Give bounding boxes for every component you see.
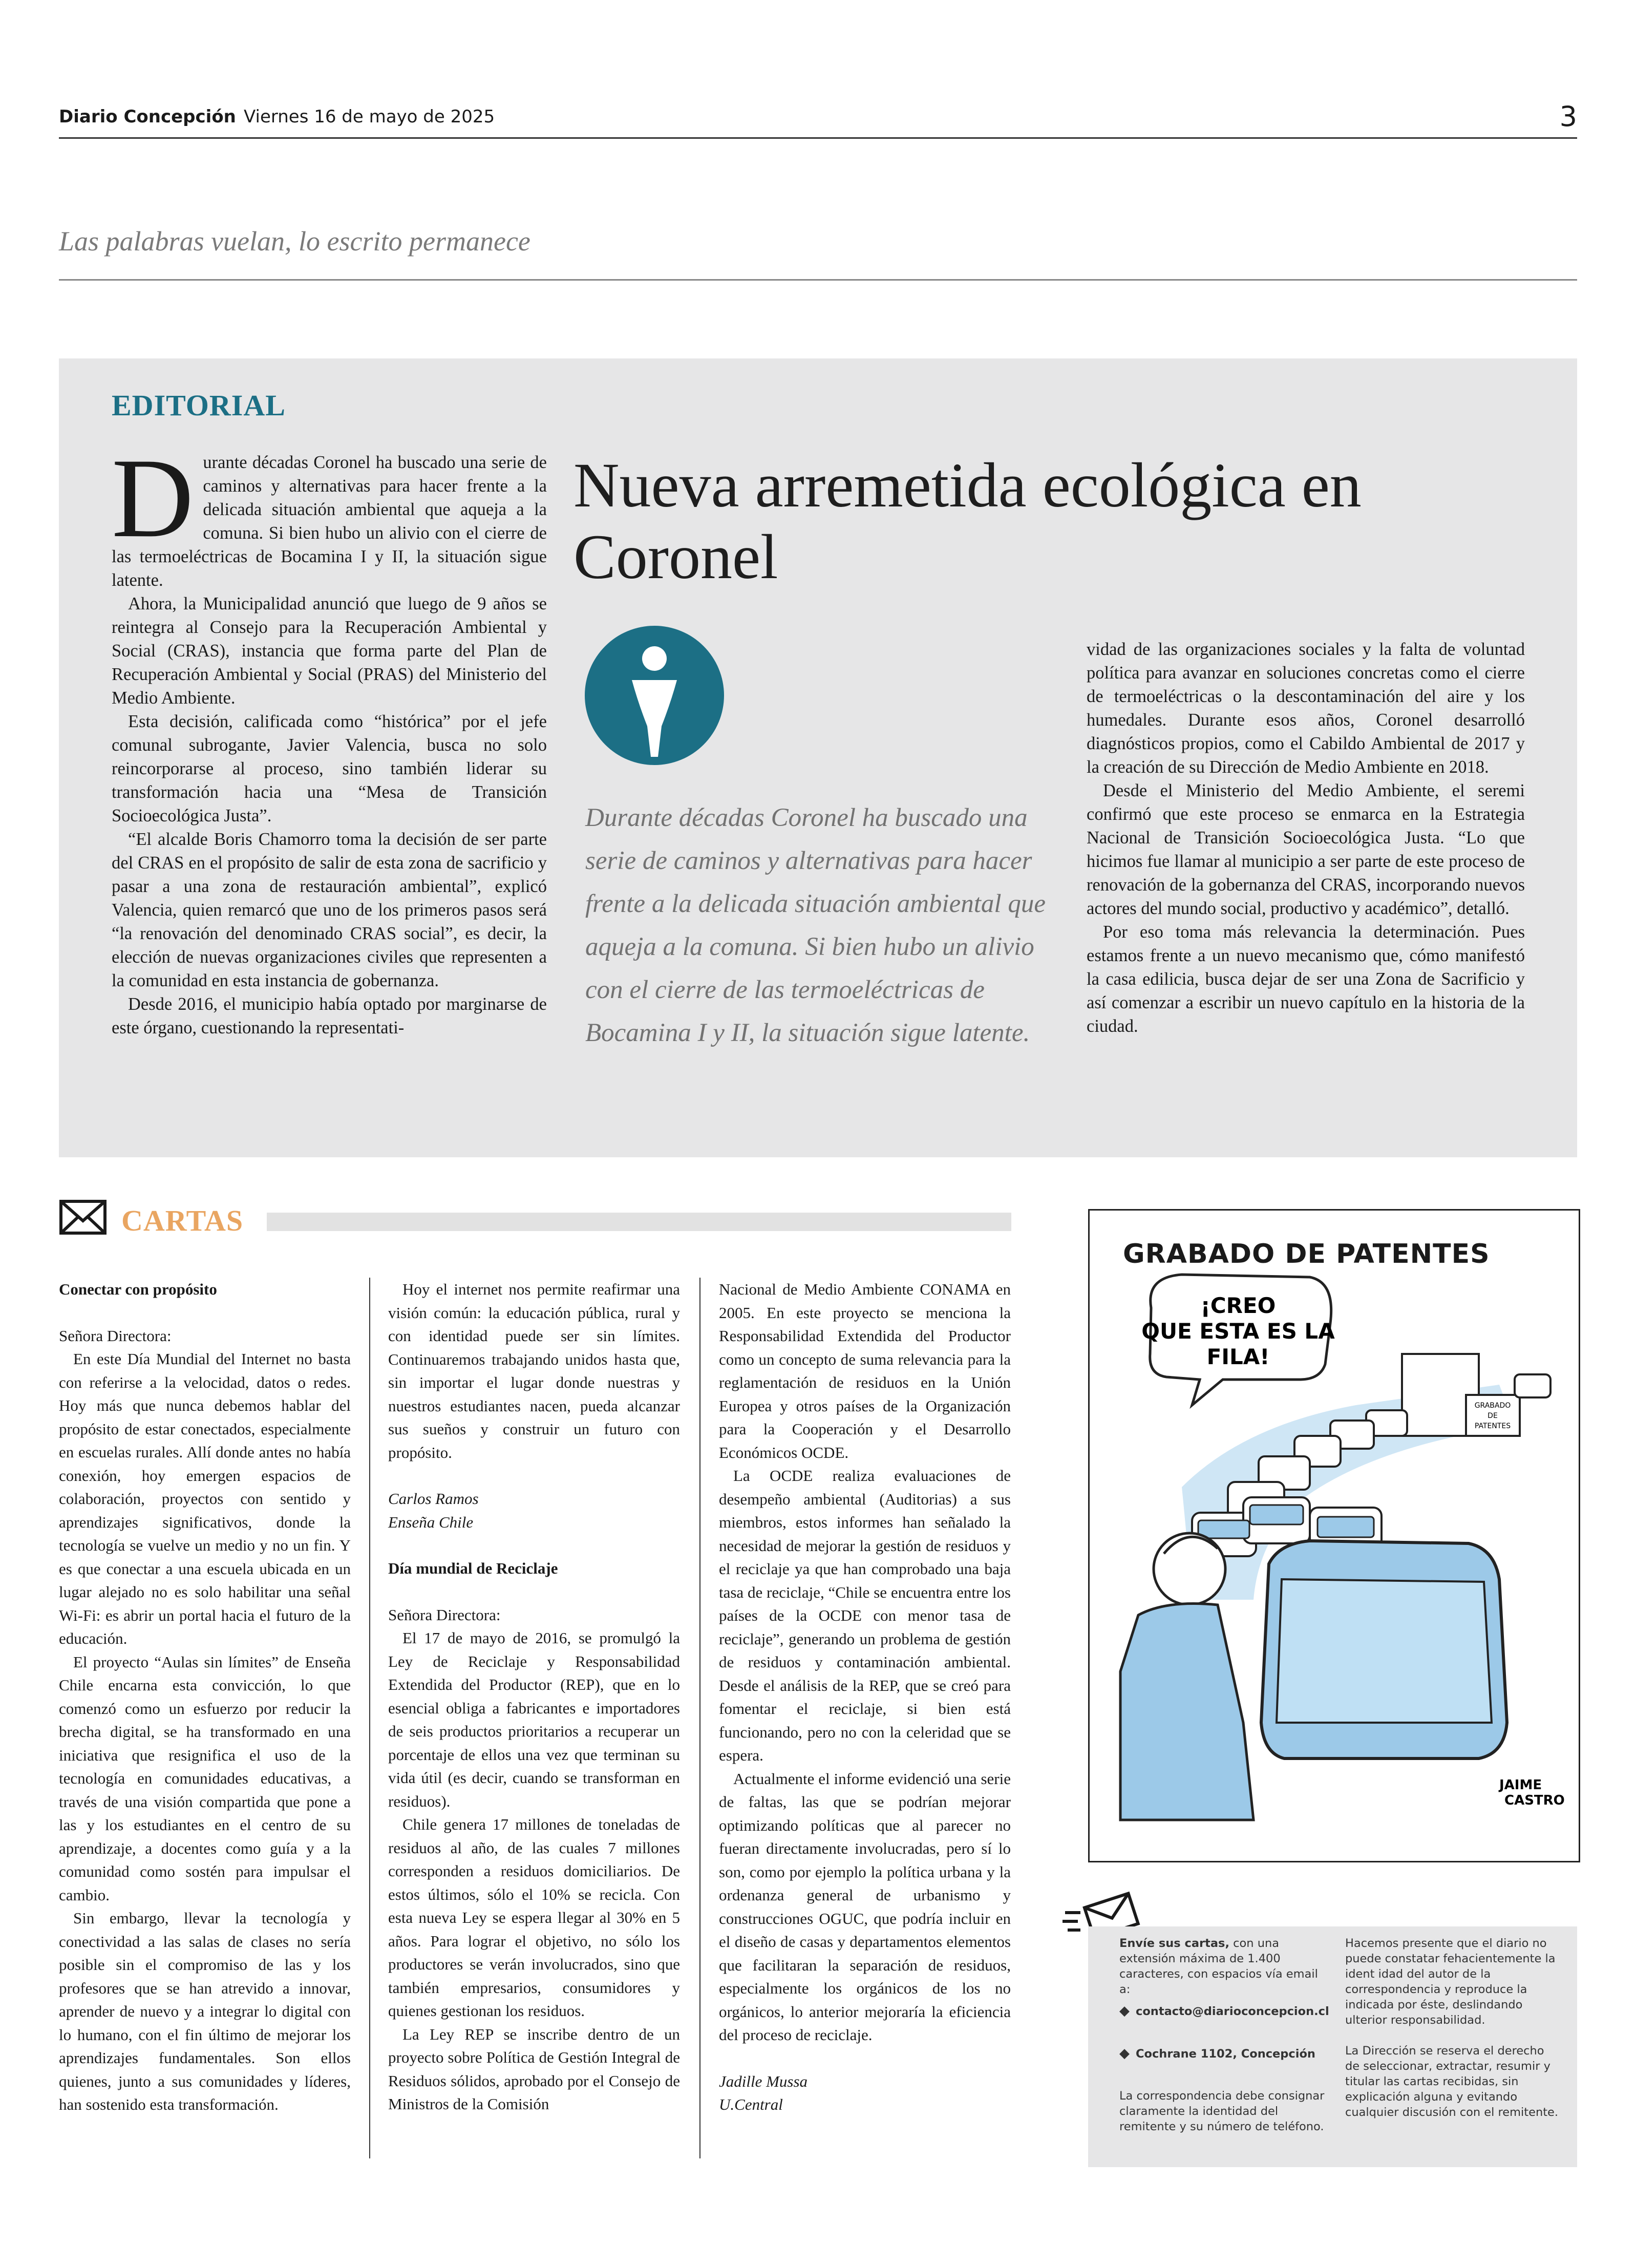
diamond-bullet-icon: ◆ [1119, 2003, 1130, 2019]
cartoon-signature: CASTRO [1504, 1793, 1565, 1808]
cartas-header-bar [267, 1213, 1011, 1231]
publication-name: Diario Concepción [59, 107, 236, 127]
diamond-bullet-icon: ◆ [1119, 2046, 1130, 2061]
info-address: Cochrane 1102, Concepción [1136, 2047, 1315, 2061]
letters-column-1 [59, 1278, 351, 2116]
letter-paragraph: La OCDE realiza evaluaciones de desempeño ambiental (Auditorias) a sus miembros, estos informes han señalado la necesidad de mejorar la gestión de residuos y el reciclaje ya que han comprobado una baja tasa de reciclaje, “Chile se encuentra entre los países de la OCDE con menor tasa de reciclaje”, generando un problema de gestión de residuos y contaminación ambiental. Desde el análisis de la REP, que se creó para fomentar el reciclaje, si bien está funcionando, pero no con la celeridad que se espera. [719, 1467, 1011, 1764]
publication-date: Viernes 16 de mayo de 2025 [243, 107, 495, 127]
letter-salutation: Señora Directora: [59, 1326, 172, 1345]
info-note-left: La correspondencia debe consignar claramente la identidad del remitente y su número de teléfono. [1119, 2089, 1325, 2133]
info-email-row [1119, 2003, 1334, 2019]
letter-title: Día mundial de Reciclaje [388, 1559, 558, 1577]
editorial-paragraph: Desde 2016, el municipio había optado por marginarse de este órgano, cuestionando la representati- [112, 994, 547, 1037]
column-divider [699, 1278, 700, 2158]
editorial-label: EDITORIAL [112, 389, 286, 422]
editorial-paragraph: Por eso toma más relevancia la determinación. Pues estamos frente a un nuevo mecanismo que, cómo manifestó la casa edilicia, busca dejar de ser una Zona de Sacrificio y así comenzar a escribir un nuevo capítulo en la historia de la ciudad. [1087, 922, 1525, 1036]
editorial-paragraph: “El alcalde Boris Chamorro toma la decisión de ser parte del CRAS en el propósito de salir de esta zona de sacrificio y pasar a una zona de restauración ambiental”, explicó Valencia, quien remarcó que uno de los primeros pasos será “la renovación del denominado CRAS social”, es decir, la elección de nuevas organizaciones civiles que representen a la comunidad en esta instancia de gobernanza. [112, 830, 547, 990]
page-header [59, 100, 1577, 139]
info-icon [585, 626, 724, 765]
editorial-paragraph: Desde el Ministerio del Medio Ambiente, el seremi confirmó que este proceso se enmarca en la Estrategia Nacional de Transición Socioecológica Justa. “Lo que hicimos fue llamar al municipio a ser parte de este proceso de renovación de la gobernanza del CRAS, incorporando nuevos actores del mundo social, productivo y académico”, detalló. [1087, 781, 1525, 918]
editorial-paragraph: vidad de las organizaciones sociales y la falta de voluntad política para avanzar en soluciones concretas como el cierre de termoeléctricas o la descontaminación del aire y los humedales. Durante esos años, Coronel desarrolló diagnósticos propios, como el Cabildo Ambiental de 2017 y la creación de su Dirección de Medio Ambiente en 2018. [1087, 640, 1525, 777]
letter-author: Carlos Ramos [388, 1490, 479, 1508]
letter-paragraph: Sin embargo, llevar la tecnología y conectividad a las salas de clases no sería posible sin el compromiso de las y los profesores que se han atrevido a innovar, aprender de nuevo y a integrar lo digital con lo humano, con el fin último de mejorar los aprendizajes fundamentales. Son ellos quienes, junto a sus comunidades y líderes, han sostenido esta transformación. [59, 1909, 351, 2113]
bubble-line: FILA! [1206, 1344, 1270, 1369]
info-lead-rest: con una extensión máxima de 1.400 caracteres, con espacios vía email a: [1119, 1937, 1318, 1996]
editorial-pullquote: Durante décadas Coronel ha buscado una serie de caminos y alternativas para hacer frente a la delicada situación ambiental que aqueja a la comuna. Si bien hubo un alivio con el cierre de las termoeléctricas de Bocamina I y II, la situación sigue latente. [585, 803, 1046, 1047]
cartas-label: CARTAS [121, 1204, 244, 1237]
info-note-right-1: Hacemos presente que el diario no puede constatar fehacientemente la ident idad del autor de la correspondencia y reproduce la indicada por éste, deslindando ulterior responsabilidad. [1345, 1937, 1556, 2027]
info-lead-bold: Envíe sus cartas, [1119, 1937, 1229, 1950]
bubble-line: ¡CREO [1200, 1293, 1276, 1318]
letters-column-2 [388, 1278, 680, 2116]
sign-line: PATENTES [1474, 1422, 1511, 1430]
editorial-headline: Nueva arremetida ecológica en Coronel [573, 450, 1362, 592]
cartoon-title: GRABADO DE PATENTES [1123, 1239, 1490, 1269]
section-motto: Las palabras vuelan, lo escrito permanece [59, 225, 1577, 281]
letter-author: Jadille Mussa [719, 2072, 808, 2090]
bubble-line: QUE ESTA ES LA [1141, 1319, 1335, 1344]
editorial-column-3 [1087, 638, 1525, 1038]
letters-column-3 [719, 1278, 1011, 2116]
page-number: 3 [1559, 100, 1577, 133]
letter-paragraph: Hoy el internet nos permite reafirmar una visión común: la educación pública, rural y con identidad puede ser sin límites. Continuaremos trabajando unidos hasta que, sin importar el lugar donde nuestras y nuestros estudiantes nacen, pueda alcanzar sus sueños y construir un futuro con propósito. [388, 1280, 680, 1461]
cartoon-illustration [1090, 1211, 1579, 1861]
editorial-column-1 [112, 435, 547, 1040]
envelope-icon [59, 1198, 108, 1237]
cartas-header [59, 1198, 1011, 1237]
letter-paragraph: Chile genera 17 millones de toneladas de residuos al año, de las cuales 7 millones corresponden a residuos domiciliarios. De estos últimos, sólo el 10% se recicla. Con esta nueva Ley se espera llegar al 30% en 5 años. Para lograr el objetivo, no sólo los productores se verán involucrados, sino que también empresarios, consumidores y quienes gestionan los residuos. [388, 1815, 680, 2020]
letter-paragraph: Nacional de Medio Ambiente CONAMA en 2005. En este proyecto se menciona la Responsabilidad Extendida del Productor como un concepto de suma relevancia para la reglamentación de residuos en la Unión Europea y otros países de la Organización para la Cooperación y el Desarrollo Económicos OCDE. [719, 1280, 1011, 1461]
letter-salutation: Señora Directora: [388, 1605, 501, 1624]
letter-paragraph: Actualmente el informe evidenció una serie de faltas, las que se podrían mejorar optimizando políticas que al parecer no fueran directamente involucradas, pero sí lo son, como por ejemplo la política urbana y la ordenanza general de urbanismo y construcciones OGUC, que podría incluir en el diseño de casas y departamentos elementos que facilitaran la separación de residuos, especialmente los orgánicos de los no orgánicos, lo anterior mejoraría la eficiencia del proceso de reciclaje. [719, 1769, 1011, 2044]
sign-line: DE [1488, 1412, 1498, 1420]
letter-paragraph: El proyecto “Aulas sin límites” de Enseña Chile encarna esta convicción, lo que comenzó como un esfuerzo por reducir la brecha digital, se ha transformado en una iniciativa que resignifica el uso de la tecnología en comunidades educativas, a través de una visión compartida que pone a las y los estudiantes en el centro de su aprendizaje, a docentes como guía y a la comunidad como sostén para impulsar el cambio. [59, 1652, 351, 1904]
cartoon-panel [1088, 1209, 1580, 1862]
letter-affiliation: U.Central [719, 2095, 783, 2113]
letter-paragraph: La Ley REP se inscribe dentro de un proyecto sobre Política de Gestión Integral de Residuos sólidos, aprobado por el Consejo de Ministros de la Comisión [388, 2025, 680, 2113]
letter-affiliation: Enseña Chile [388, 1513, 474, 1531]
cartoon-signature: JAIME [1499, 1777, 1542, 1793]
editorial-paragraph: Esta decisión, calificada como “histórica” por el jefe comunal subrogante, Javier Valencia, busca no solo reincorporarse al proceso, sino también liderar su transformación hacia una “Mesa de Transición Socioecológica Justa”. [112, 712, 547, 825]
column-divider [369, 1278, 370, 2158]
info-note-right-2: La Dirección se reserva el derecho de seleccionar, extractar, resumir y titular las cartas recibidas, sin explicación alguna y evitando cualquier discusión con el remitente. [1345, 2044, 1559, 2119]
editorial-paragraph: Ahora, la Municipalidad anunció que luego de 9 años se reintegra al Consejo para la Recuperación Ambiental y Social (CRAS), instancia que forma parte del Plan de Recuperación Ambiental y Social (PRAS) del Ministerio del Medio Ambiente. [112, 594, 547, 708]
info-email: contacto@diarioconcepcion.cl [1136, 2005, 1329, 2018]
letter-paragraph: En este Día Mundial del Internet no basta con referirse a la velocidad, datos o redes. Hoy más que nunca debemos hablar del propósito de estar conectados, especialmente en escuelas rurales. Allí donde antes no había conexión, hoy emergen espacios de colaboración, proyectos con sentido y aprendizajes significativos, donde la tecnología se vuelve un medio y no un fin. Y es que conectar a una escuela ubicada en un lugar alejado no es solo habilitar una señal Wi-Fi: es abrir un portal hacia el futuro de la educación. [59, 1350, 351, 1647]
editorial-paragraph: urante décadas Coronel ha buscado una serie de caminos y alternativas para hacer frente a la delicada situación ambiental que aqueja a la comuna. Si bien hubo un alivio con el cierre de las termoeléctricas de Bocamina I y II, la situación sigue latente. [112, 453, 547, 590]
sign-line: GRABADO [1474, 1402, 1511, 1410]
letter-paragraph: El 17 de mayo de 2016, se promulgó la Ley de Reciclaje y Responsabilidad Extendida del Productor (REP), que en lo esencial obliga a fabricantes e importadores de seis productos prioritarios a recuperar un porcentaje de ellos una vez que terminan su vida útil (es decir, cuando se transforman en residuos). [388, 1629, 680, 1810]
info-lead [1119, 1936, 1329, 1997]
dropcap: D [112, 435, 194, 561]
info-address-row [1119, 2046, 1334, 2062]
letter-title: Conectar con propósito [59, 1280, 217, 1298]
